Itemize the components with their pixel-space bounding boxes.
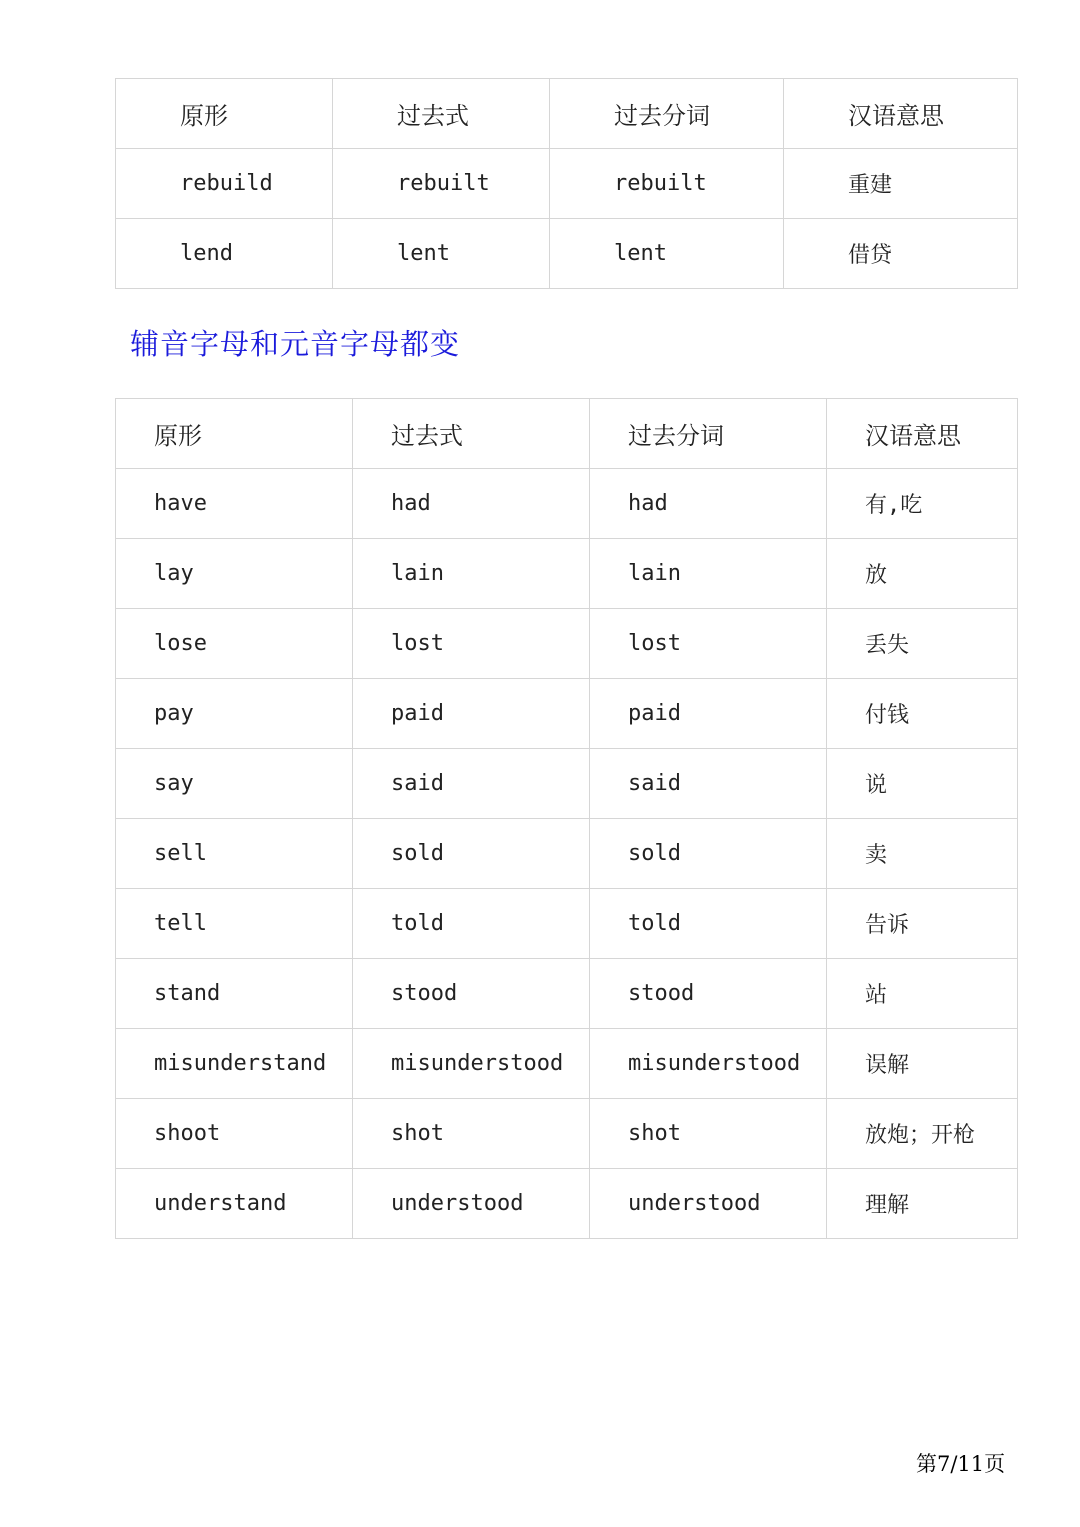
table-row — [116, 149, 1018, 219]
cell-chinese-meaning: 有,吃 — [827, 469, 1018, 539]
table-row — [116, 1099, 1018, 1169]
cell-past-participle: shot — [590, 1099, 827, 1169]
cell-past-participle: understood — [590, 1169, 827, 1239]
header-past-tense: 过去式 — [333, 79, 550, 149]
cell-past-participle: said — [590, 749, 827, 819]
header-base-form: 原形 — [116, 399, 353, 469]
table-row — [116, 539, 1018, 609]
table-row — [116, 819, 1018, 889]
cell-past-tense: understood — [353, 1169, 590, 1239]
cell-past-tense: shot — [353, 1099, 590, 1169]
cell-past-tense: lent — [333, 219, 550, 289]
table-row — [116, 1169, 1018, 1239]
cell-chinese-meaning: 告诉 — [827, 889, 1018, 959]
header-chinese-meaning: 汉语意思 — [827, 399, 1018, 469]
header-base-form: 原形 — [116, 79, 333, 149]
table-row — [116, 609, 1018, 679]
cell-past-tense: lost — [353, 609, 590, 679]
verb-table-2 — [115, 398, 1018, 1239]
cell-chinese-meaning: 放 — [827, 539, 1018, 609]
page-number: 第7/11页 — [916, 1452, 1006, 1476]
cell-chinese-meaning: 借贷 — [784, 219, 1018, 289]
cell-base-form: sell — [116, 819, 353, 889]
table-row — [116, 749, 1018, 819]
cell-chinese-meaning: 丢失 — [827, 609, 1018, 679]
cell-past-tense: misunderstood — [353, 1029, 590, 1099]
header-past-tense: 过去式 — [353, 399, 590, 469]
section-heading: 辅音字母和元音字母都变 — [130, 327, 461, 361]
cell-chinese-meaning: 误解 — [827, 1029, 1018, 1099]
cell-past-participle: rebuilt — [550, 149, 784, 219]
cell-base-form: say — [116, 749, 353, 819]
verb-table-1 — [115, 78, 1018, 289]
table-header-row — [116, 79, 1018, 149]
cell-past-participle: lain — [590, 539, 827, 609]
cell-base-form: tell — [116, 889, 353, 959]
table-row — [116, 1029, 1018, 1099]
cell-past-tense: sold — [353, 819, 590, 889]
cell-chinese-meaning: 理解 — [827, 1169, 1018, 1239]
cell-chinese-meaning: 卖 — [827, 819, 1018, 889]
cell-past-participle: lost — [590, 609, 827, 679]
cell-base-form: understand — [116, 1169, 353, 1239]
cell-chinese-meaning: 说 — [827, 749, 1018, 819]
cell-chinese-meaning: 付钱 — [827, 679, 1018, 749]
cell-past-tense: said — [353, 749, 590, 819]
cell-past-tense: paid — [353, 679, 590, 749]
cell-base-form: lose — [116, 609, 353, 679]
cell-chinese-meaning: 放炮；开枪 — [827, 1099, 1018, 1169]
header-past-participle: 过去分词 — [590, 399, 827, 469]
cell-past-tense: told — [353, 889, 590, 959]
table-row — [116, 959, 1018, 1029]
cell-past-participle: had — [590, 469, 827, 539]
cell-past-tense: had — [353, 469, 590, 539]
cell-base-form: shoot — [116, 1099, 353, 1169]
cell-past-participle: misunderstood — [590, 1029, 827, 1099]
table-row — [116, 889, 1018, 959]
cell-base-form: rebuild — [116, 149, 333, 219]
cell-past-participle: paid — [590, 679, 827, 749]
cell-past-participle: lent — [550, 219, 784, 289]
cell-base-form: lay — [116, 539, 353, 609]
header-past-participle: 过去分词 — [550, 79, 784, 149]
cell-base-form: pay — [116, 679, 353, 749]
cell-chinese-meaning: 站 — [827, 959, 1018, 1029]
table-row — [116, 219, 1018, 289]
cell-past-tense: lain — [353, 539, 590, 609]
cell-past-tense: stood — [353, 959, 590, 1029]
table-row — [116, 679, 1018, 749]
cell-base-form: have — [116, 469, 353, 539]
cell-base-form: misunderstand — [116, 1029, 353, 1099]
cell-chinese-meaning: 重建 — [784, 149, 1018, 219]
cell-base-form: lend — [116, 219, 333, 289]
cell-past-tense: rebuilt — [333, 149, 550, 219]
table-header-row — [116, 399, 1018, 469]
cell-past-participle: sold — [590, 819, 827, 889]
header-chinese-meaning: 汉语意思 — [784, 79, 1018, 149]
cell-past-participle: stood — [590, 959, 827, 1029]
table-row — [116, 469, 1018, 539]
cell-past-participle: told — [590, 889, 827, 959]
cell-base-form: stand — [116, 959, 353, 1029]
